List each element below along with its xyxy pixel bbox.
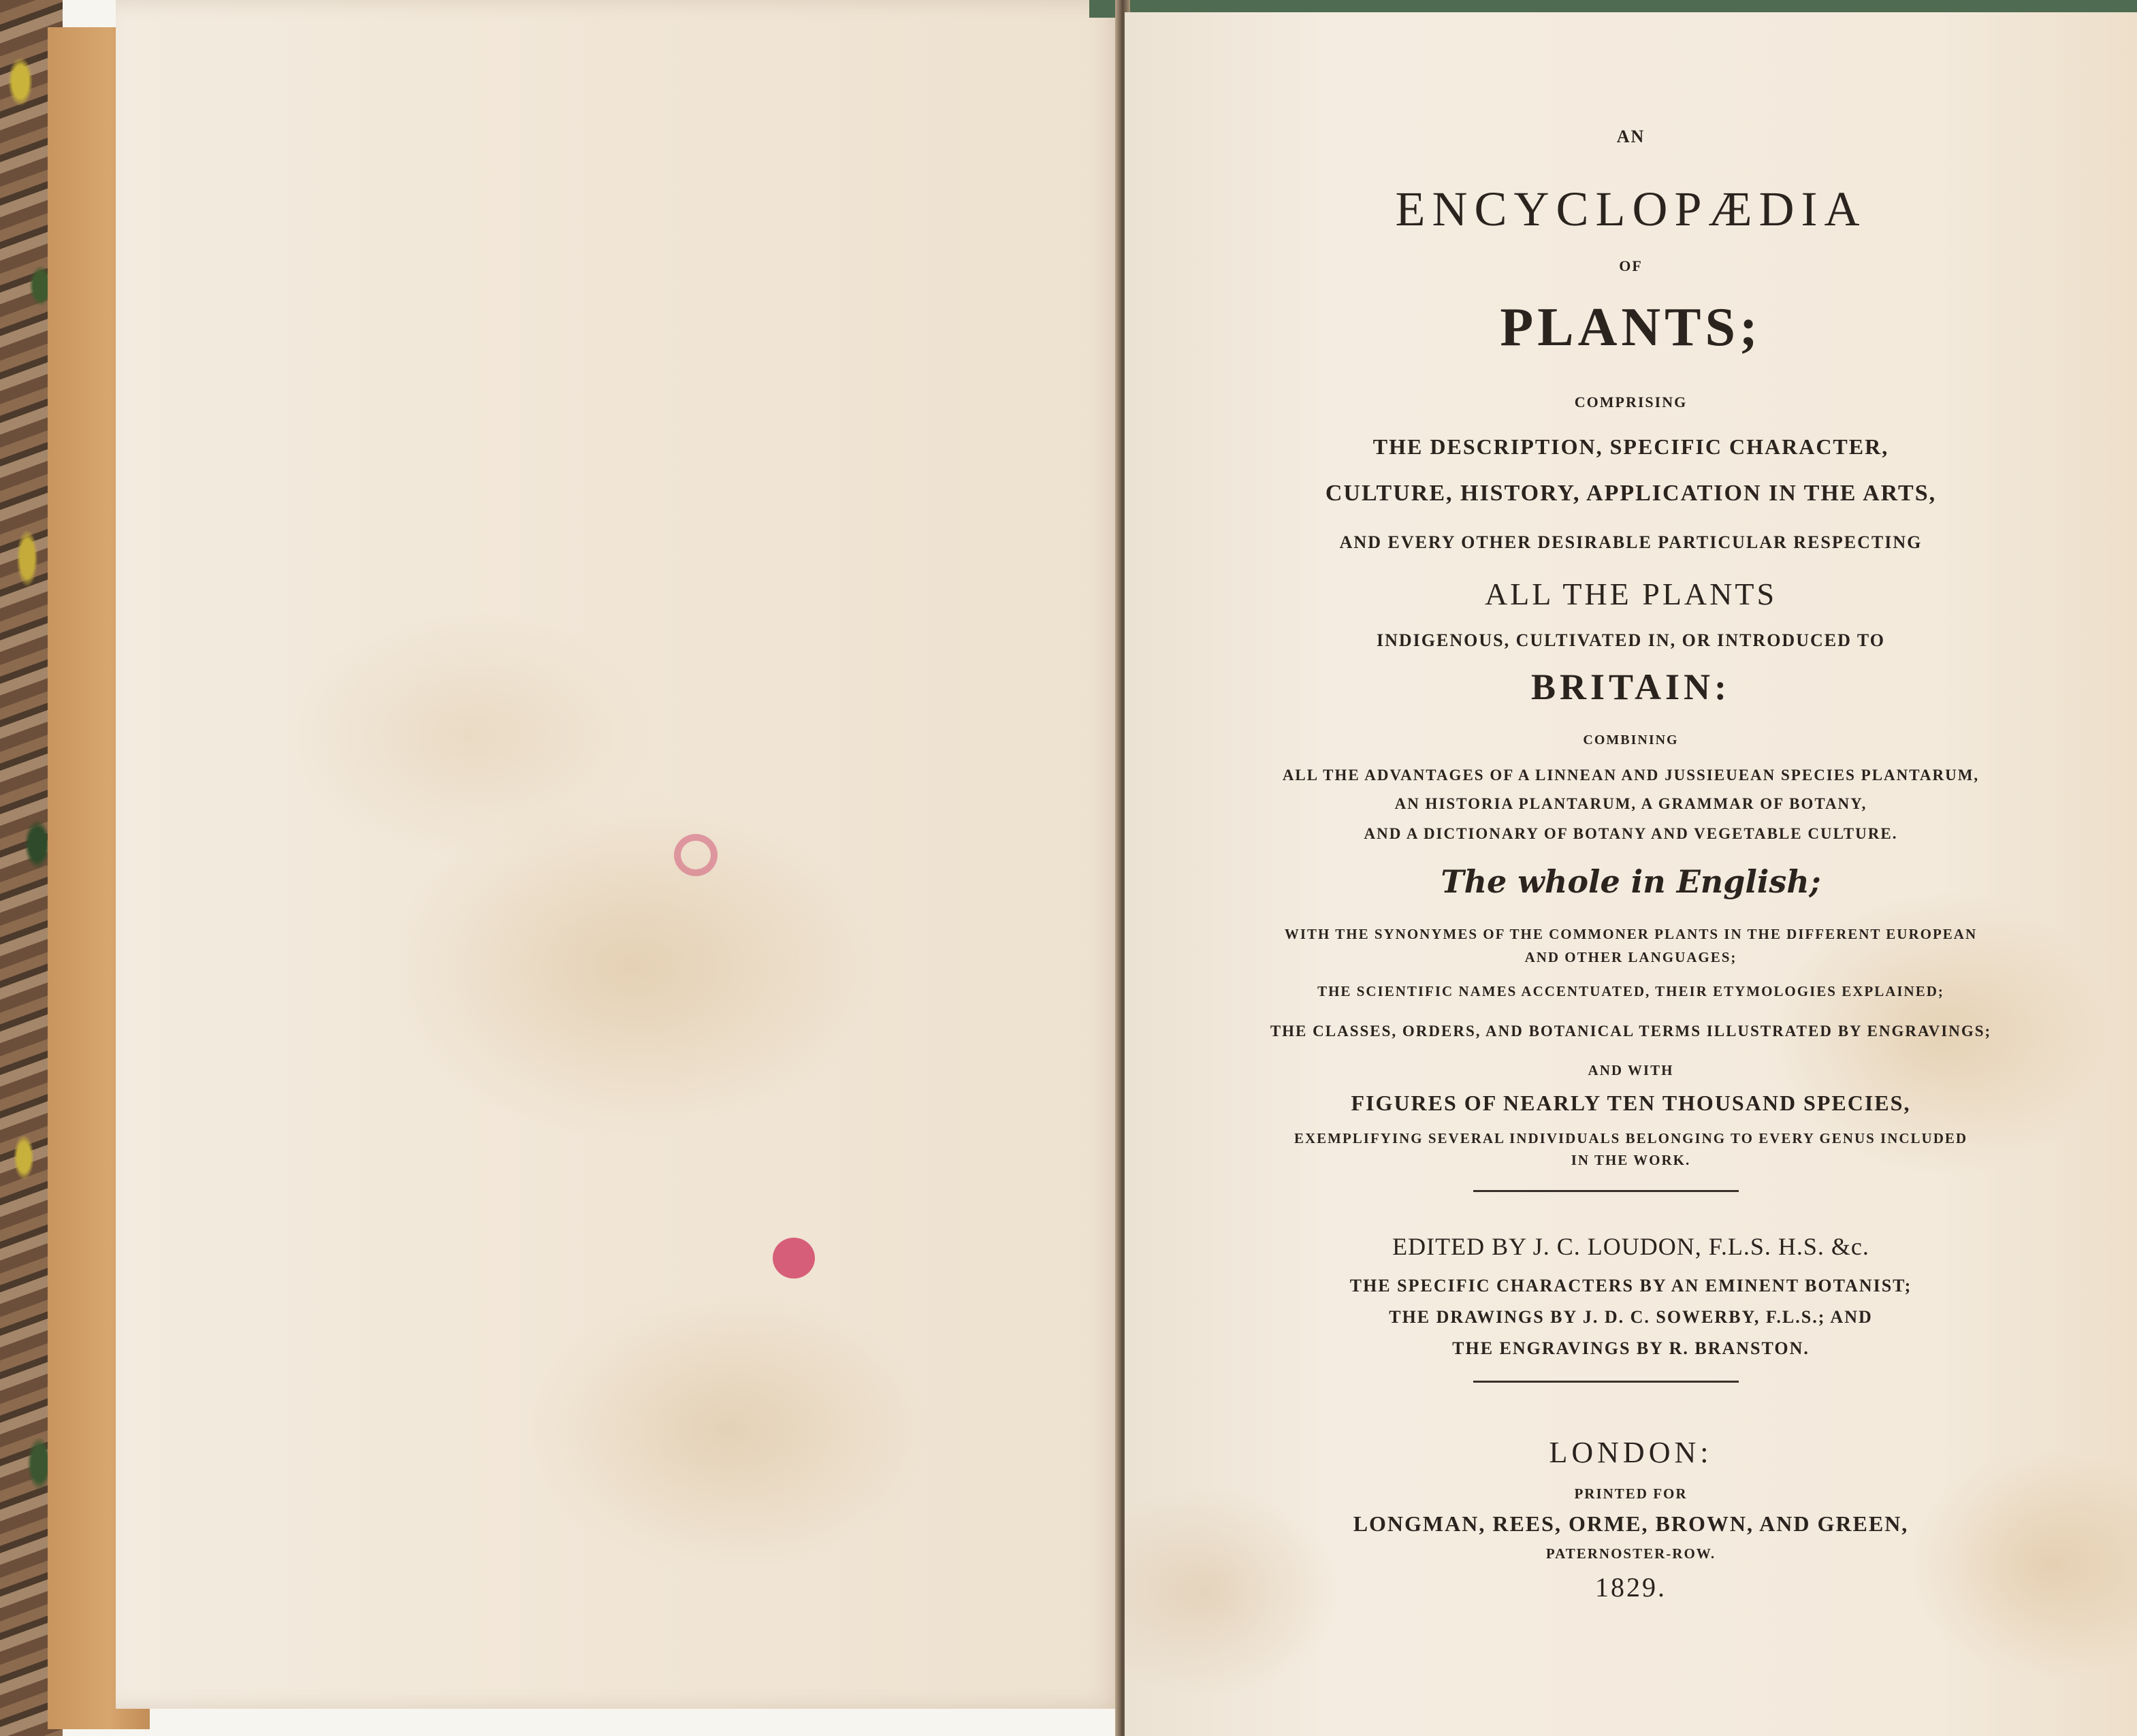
publisher-line: LONGMAN, REES, ORME, BROWN, AND GREEN, [1353,1511,1909,1536]
edited-by: EDITED BY J. C. LOUDON, F.L.S. H.S. &c. [1392,1233,1869,1260]
advantages-line-1: ALL THE ADVANTAGES OF A LINNEAN AND JUSSIEUEAN SPECIES PLANTARUM, [1282,767,1980,784]
figures-line: FIGURES OF NEARLY TEN THOUSAND SPECIES, [1351,1091,1911,1115]
title-of: OF [1619,257,1643,274]
specific-characters-credit: THE SPECIFIC CHARACTERS BY AN EMINENT BOTANIST; [1349,1276,1912,1296]
imprint-city: LONDON: [1549,1436,1713,1469]
and-with-label: AND WITH [1588,1062,1674,1078]
title-page [1125,12,2137,1736]
indigenous-line: INDIGENOUS, CULTIVATED IN, OR INTRODUCED TO [1377,630,1885,650]
description-line-2: CULTURE, HISTORY, APPLICATION IN THE ARTS, [1325,481,1937,506]
ink-stain-dot [773,1238,815,1279]
synonymes-line-2: AND OTHER LANGUAGES; [1524,949,1737,965]
comprising-label: COMPRISING [1574,393,1688,411]
drawings-credit: THE DRAWINGS BY J. D. C. SOWERBY, F.L.S.; AND [1389,1307,1873,1327]
title-subject: PLANTS; [1500,298,1762,357]
title-an: AN [1616,127,1645,146]
blank-left-page [116,0,1123,1709]
ink-stain-ring [674,834,718,876]
main-title: ENCYCLOPÆDIA [1395,182,1867,236]
britain-heading: BRITAIN: [1530,666,1731,707]
all-the-plants: ALL THE PLANTS [1484,577,1778,611]
advantages-line-3: AND A DICTIONARY OF BOTANY AND VEGETABLE CULTURE. [1364,825,1898,842]
classes-line: THE CLASSES, ORDERS, AND BOTANICAL TERMS ILLUSTRATED BY ENGRAVINGS; [1270,1023,1992,1040]
exemplifying-line-2: IN THE WORK. [1571,1152,1691,1168]
publication-year: 1829. [1595,1572,1667,1603]
description-line-3: AND EVERY OTHER DESIRABLE PARTICULAR RESPECTING [1339,532,1923,552]
advantages-line-2: AN HISTORIA PLANTARUM, A GRAMMAR OF BOTANY, [1394,795,1867,812]
printed-for-label: PRINTED FOR [1574,1485,1688,1502]
ornamental-rule-bottom [1473,1381,1739,1383]
engravings-credit: THE ENGRAVINGS BY R. BRANSTON. [1452,1338,1810,1358]
combining-label: COMBINING [1583,733,1679,748]
synonymes-line-1: WITH THE SYNONYMES OF THE COMMONER PLANTS IN THE DIFFERENT EUROPEAN [1284,926,1978,942]
ornamental-rule-top [1473,1190,1739,1192]
exemplifying-line-1: EXEMPLIFYING SEVERAL INDIVIDUALS BELONGING TO EVERY GENUS INCLUDED [1294,1130,1968,1146]
scientific-names-line: THE SCIENTIFIC NAMES ACCENTUATED, THEIR ETYMOLOGIES EXPLAINED; [1317,983,1944,999]
description-line-1: THE DESCRIPTION, SPECIFIC CHARACTER, [1372,434,1889,459]
publisher-address: PATERNOSTER-ROW. [1545,1545,1716,1562]
whole-in-english: The whole in English; [1441,863,1821,900]
